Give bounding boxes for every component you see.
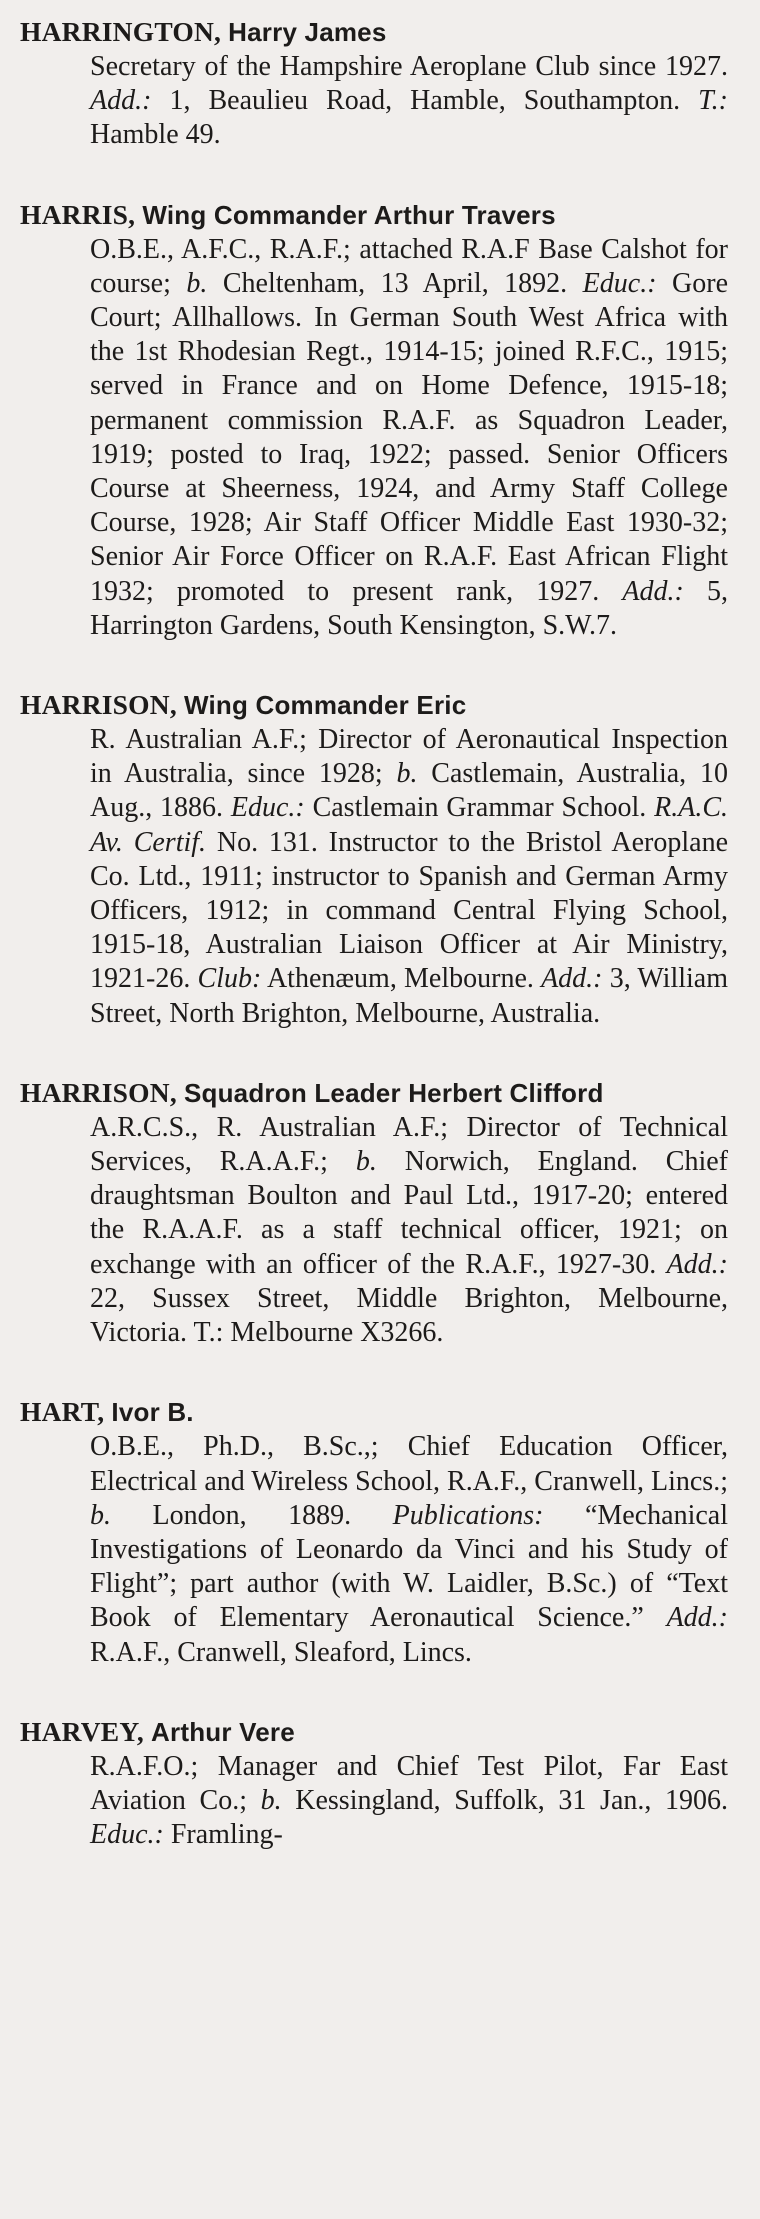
entry-heading [20, 1394, 728, 1430]
entry-text: R.A.F., Cranwell, Sleaford, Lincs. [90, 1636, 472, 1668]
entry-body [90, 723, 728, 1031]
entry-text: T.: [698, 85, 728, 117]
entry-given-name: Squadron Leader Herbert Clifford [183, 1077, 604, 1108]
entry-text: A.R.C.S., R. Australian A.F.; Director of Technical Services, R.A.A.F.; [90, 1111, 728, 1178]
entry-text: Athenæum, Melbourne. [261, 963, 542, 995]
entry-given-name: Wing Commander Arthur Travers [142, 199, 556, 230]
entry-text: b. [396, 758, 418, 790]
entry-surname: HART, [20, 1396, 105, 1428]
entry-given-name: Arthur Vere [151, 1716, 295, 1747]
entry-text: b. [186, 267, 208, 299]
entry-text: 1, Beaulieu Road, Hamble, Southampton. [151, 85, 699, 117]
entry-heading [20, 197, 728, 233]
entry-text: 22, Sussex Street, Middle Brighton, Melbourne, Victoria. T.: Melbourne X3266. [90, 1282, 728, 1349]
entry-given-name: Harry James [228, 17, 387, 47]
entry-heading [20, 687, 728, 723]
entry-body [90, 1111, 728, 1350]
entry-text: Secretary of the Hampshire Aeroplane Club since 1927. [90, 51, 728, 82]
entry-text: Publications: [392, 1499, 544, 1531]
entry-text: Norwich, England. Chief draughtsman Boulton and Paul Ltd., 1917-20; entered the R.A.A.F. as a staff technical officer, 1921; on exchange with an officer of the R.A.F., 1927-30. [90, 1146, 728, 1280]
entry-text: No. 131. Instructor to the Bristol Aeroplane Co. Ltd., 1911; instructor to Spanish and German Army Officers, 1912; in command Central Flying School, 1915-18, Australian Liaison Officer at Air Ministry, 1921-26. [90, 826, 728, 995]
entry-text: Add.: [622, 575, 684, 607]
entry-text: b. [260, 1784, 282, 1816]
entry-harris [20, 197, 728, 643]
entry-text: Add.: [666, 1602, 728, 1634]
entry-harvey [20, 1714, 728, 1853]
entry-text: Gore Court; Allhallows. In German South West Africa with the 1st Rhodesian Regt., 1914-15; joined R.F.C., 1915; served in France and on Home Defence, 1915-18; permanent commission R.A.F. as Squadron Leader, 1919; posted to Iraq, 1922; passed. Senior Officers Course at Sheerness, 1924, and Army Staff College Course, 1928; Air Staff Officer Middle East 1930-32; Senior Air Force Officer on R.A.F. East African Flight 1932; promoted to present rank, 1927. [90, 267, 728, 607]
entry-text: Add.: [666, 1248, 728, 1280]
entry-text: Kessingland, Suffolk, 31 Jan., 1906. [281, 1784, 728, 1816]
entry-surname: HARVEY, [20, 1715, 144, 1747]
entry-text: b. [355, 1146, 377, 1178]
entry-text: Club: [197, 963, 262, 995]
entry-heading [20, 14, 728, 50]
entry-text: Cheltenham, 13 April, 1892. [207, 267, 583, 299]
entry-given-name: Wing Commander Eric [183, 690, 467, 721]
entry-text: R.A.C. Av. Certif. [90, 792, 728, 858]
entry-hart [20, 1394, 728, 1669]
entry-text: “Mechanical Investigations of Leonardo da Vinci and his Study of Flight”; part author (with W. Laidler, B.Sc.) of “Text Book of Elementary Aeronautical Science.” [90, 1499, 728, 1634]
entry-text: R. Australian A.F.; Director of Aeronautical Inspection in Australia, since 1928; [90, 724, 728, 790]
entry-text: O.B.E., Ph.D., B.Sc.,; Chief Education Officer, Electrical and Wireless School, R.A.F., Cranwell, Lincs.; [90, 1431, 728, 1497]
entry-heading [20, 1075, 728, 1111]
entry-surname: HARRISON, [20, 689, 177, 721]
entry-text: London, 1889. [111, 1499, 393, 1531]
entry-text: 5, Harrington Gardens, South Kensington, S.W.7. [90, 575, 728, 641]
entry-text: Castlemain Grammar School. [304, 792, 655, 824]
entry-text: R.A.F.O.; Manager and Chief Test Pilot, Far East Aviation Co.; [90, 1750, 728, 1816]
entry-text: Framling- [163, 1819, 283, 1851]
entry-body [90, 1430, 728, 1669]
entry-body [90, 233, 728, 643]
entry-text: Add.: [90, 85, 152, 117]
entry-text: Hamble 49. [90, 119, 221, 151]
entry-text: b. [90, 1499, 111, 1531]
entry-text: Castlemain, Australia, 10 Aug., 1886. [90, 758, 728, 824]
entry-harrington [20, 14, 728, 153]
entry-text: O.B.E., A.F.C., R.A.F.; attached R.A.F Base Calshot for course; [90, 233, 728, 299]
entry-text: Educ.: [90, 1819, 164, 1851]
entry-text: 3, William Street, North Brighton, Melbourne, Australia. [90, 963, 728, 1029]
entry-surname: HARRIS, [20, 198, 136, 230]
entry-surname: HARRINGTON, [20, 16, 222, 47]
entry-body [90, 1750, 728, 1853]
entry-heading [20, 1714, 728, 1750]
entry-body [90, 50, 728, 153]
entry-surname: HARRISON, [20, 1076, 177, 1108]
entry-text: Educ.: [582, 267, 657, 299]
entry-given-name: Ivor B. [111, 1397, 194, 1428]
entry-harrison-herbert [20, 1075, 728, 1350]
entry-text: Educ.: [230, 792, 305, 824]
entry-text: Add.: [541, 963, 603, 995]
entry-harrison-eric [20, 687, 728, 1031]
